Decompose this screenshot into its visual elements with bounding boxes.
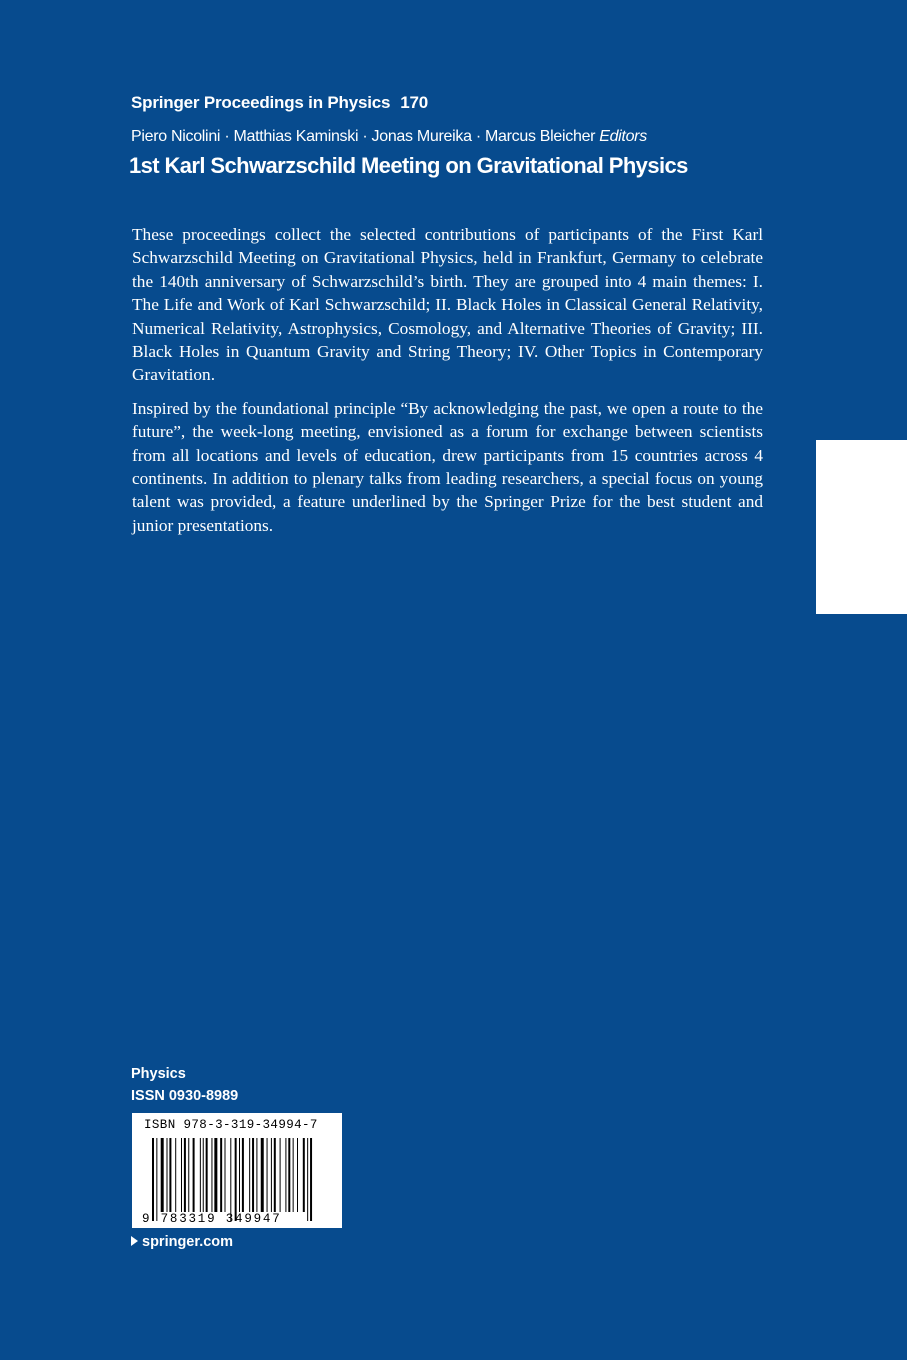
barcode-bar [175,1138,176,1212]
barcode-bar [220,1138,222,1212]
barcode-bar [193,1138,195,1212]
arrow-right-icon [131,1236,138,1246]
volume-number: 170 [400,93,429,112]
barcode-bar [225,1138,226,1212]
barcode-bar [203,1138,204,1212]
website-link[interactable] [131,1234,233,1250]
barcode-bar [310,1138,312,1221]
issn-label: ISSN 0930-8989 [131,1088,239,1104]
barcode-bar [293,1138,294,1212]
barcode-bar [239,1138,240,1212]
barcode-box [132,1113,342,1228]
barcode-bar [307,1138,308,1221]
book-title: 1st Karl Schwarzschild Meeting on Gravitational Physics [129,153,688,178]
isbn-text: ISBN 978-3-319-34994-7 [144,1118,318,1132]
barcode-bar [230,1138,231,1221]
series-name: Springer Proceedings in Physics [131,93,391,112]
barcode-bar [280,1138,281,1212]
barcode-bar [288,1138,290,1212]
barcode-bar [169,1138,171,1212]
barcode-bar [303,1138,305,1212]
barcode-bar [161,1138,164,1212]
white-side-tab [816,440,907,614]
barcode-bar [267,1138,268,1212]
barcode-digits: 9 783319 349947 [142,1212,282,1226]
editors-role: Editors [599,128,647,145]
barcode-bar [261,1138,264,1212]
editors-line [131,128,647,146]
barcode-bar [285,1138,286,1212]
blurb-paragraph-2: Inspired by the foundational principle “By acknowledging the past, we open a route to the future”, the week-long meeting, envisioned as a forum for exchange between scientists from all locations and levels of education, drew participants from 15 countries across 4 continents. In addition to plenary talks from leading researchers, a special focus on young talent was provided, a feature underlined by the Springer Prize for the best student and junior presentations. [132,398,763,535]
barcode-bar [206,1138,208,1212]
barcode-bar [242,1138,244,1212]
barcode-bar [235,1138,237,1221]
barcode-bar [156,1138,157,1221]
barcode-bar [271,1138,272,1212]
barcode-bar [274,1138,276,1212]
subject-label: Physics [131,1066,186,1082]
barcode-bar [249,1138,250,1212]
barcode-bar [200,1138,201,1212]
barcode-bar [184,1138,186,1212]
blurb [132,223,763,547]
blurb-paragraph-1: These proceedings collect the selected contributions of participants of the First Karl Schwarzschild Meeting on Gravitational Physics, held in Frankfurt, Germany to celebrate the 140th anniversary of Schwarzschild’s birth. They are grouped into 4 main themes: I. The Life and Work of Karl Schwarzschild; II. Black Holes in Classical General Relativity, Numerical Relativity, Astrophysics, Cosmology, and Alternative Theories of Gravity; III. Black Holes in Quantum Gravity and String Theory; IV. Other Topics in Contemporary Gravitation. [132,225,763,385]
editor-names: Piero Nicolini · Matthias Kaminski · Jonas Mureika · Marcus Bleicher [131,128,596,145]
barcode-bar [188,1138,189,1212]
barcode-bar [167,1138,168,1212]
barcode-bar [214,1138,217,1212]
barcode-bar [181,1138,182,1212]
barcode-icon [132,1113,342,1228]
website-text: springer.com [142,1234,234,1250]
barcode-bar [256,1138,257,1212]
barcode-bar [297,1138,298,1212]
barcode-bar [211,1138,212,1212]
barcode-bar [252,1138,254,1212]
series-line [131,93,428,113]
barcode-bar [152,1138,154,1221]
